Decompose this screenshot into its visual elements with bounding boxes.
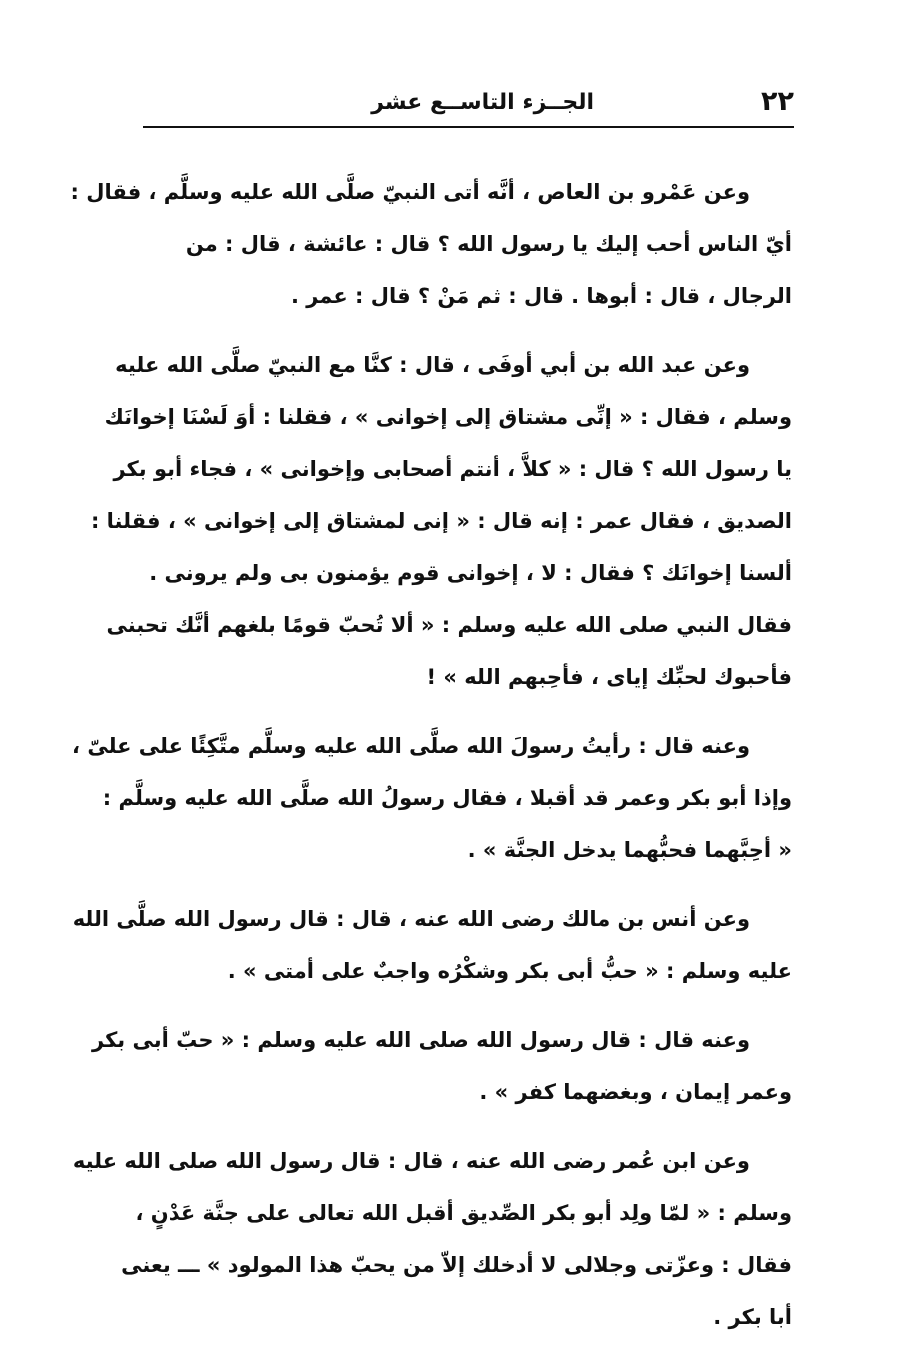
paragraph-amr-ibn-al-as bbox=[70, 166, 792, 322]
text-line: فأحبوك لحبِّك إياى ، فأحِبهم الله » ! bbox=[426, 665, 792, 689]
paragraph-abdullah-ibn-abi-awfa bbox=[90, 339, 792, 703]
running-title: الجــزء التاســع عشر bbox=[371, 90, 594, 115]
text-line: فقال : وعزّتى وجلالى لا أدخلك إلاّ من يحبّ هذا المولود » ـــ يعنى bbox=[121, 1253, 792, 1277]
paragraph-reclining-on-ali bbox=[72, 720, 792, 876]
text-line: وعمر إيمان ، وبغضهما كفر » . bbox=[479, 1080, 792, 1104]
text-line: أبا بكر . bbox=[713, 1305, 792, 1329]
text-line: « أحِبَّهما فحبُّهما يدخل الجنَّة » . bbox=[467, 838, 792, 862]
text-line: الرجال ، قال : أبوها . قال : ثم مَنْ ؟ قال : عمر . bbox=[290, 284, 792, 308]
text-line: وعنه قال : قال رسول الله صلى الله عليه وسلم : « حبّ أبى بكر bbox=[92, 1028, 750, 1052]
text-line: وعن أنس بن مالك رضى الله عنه ، قال : قال رسول الله صلَّى الله bbox=[72, 907, 750, 931]
body-text bbox=[70, 166, 792, 1360]
text-line: وإذا أبو بكر وعمر قد أقبلا ، فقال رسولُ الله صلَّى الله عليه وسلَّم : bbox=[102, 786, 792, 810]
page-number: ٢٢ bbox=[761, 86, 794, 117]
paragraph-ibn-umar bbox=[72, 1135, 792, 1343]
page-header bbox=[143, 80, 794, 128]
text-line: ألسنا إخوانَك ؟ فقال : لا ، إخوانى قوم يؤمنون بى ولم يرونى . bbox=[149, 561, 792, 585]
paragraph-anas-ibn-malik bbox=[72, 893, 792, 997]
text-line: وعنه قال : رأيتُ رسولَ الله صلَّى الله عليه وسلَّم متَّكِئًا على علىّ ، bbox=[72, 734, 750, 758]
paragraph-love-of-abu-bakr-and-umar bbox=[92, 1014, 792, 1118]
text-line: وعن عبد الله بن أبي أوفَى ، قال : كنَّا مع النبيّ صلَّى الله عليه bbox=[115, 353, 750, 377]
text-line: عليه وسلم : « حبُّ أبى بكر وشكْرُه واجبٌ على أمتى » . bbox=[227, 959, 792, 983]
text-line: يا رسول الله ؟ قال : « كلاَّ ، أنتم أصحابى وإخوانى » ، فجاء أبو بكر bbox=[113, 457, 792, 481]
text-line: الصديق ، فقال عمر : إنه قال : « إنى لمشتاق إلى إخوانى » ، فقلنا : bbox=[90, 509, 792, 533]
text-line: أيّ الناس أحب إليك يا رسول الله ؟ قال : عائشة ، قال : من bbox=[185, 232, 792, 256]
text-line: وسلم : « لمّا ولِد أبو بكر الصِّديق أقبل الله تعالى على جنَّة عَدْنٍ ، bbox=[135, 1201, 792, 1225]
text-line: وسلم ، فقال : « إنِّى مشتاق إلى إخوانى » ، فقلنا : أوَ لَسْنَا إخوانَك bbox=[104, 405, 792, 429]
text-line: وعن عَمْرو بن العاص ، أنَّه أتى النبيّ صلَّى الله عليه وسلَّم ، فقال : bbox=[70, 180, 750, 204]
text-line: فقال النبي صلى الله عليه وسلم : « ألا تُحبّ قومًا بلغهم أنَّك تحبنى bbox=[106, 613, 792, 637]
text-line: وعن ابن عُمر رضى الله عنه ، قال : قال رسول الله صلى الله عليه bbox=[72, 1149, 750, 1173]
